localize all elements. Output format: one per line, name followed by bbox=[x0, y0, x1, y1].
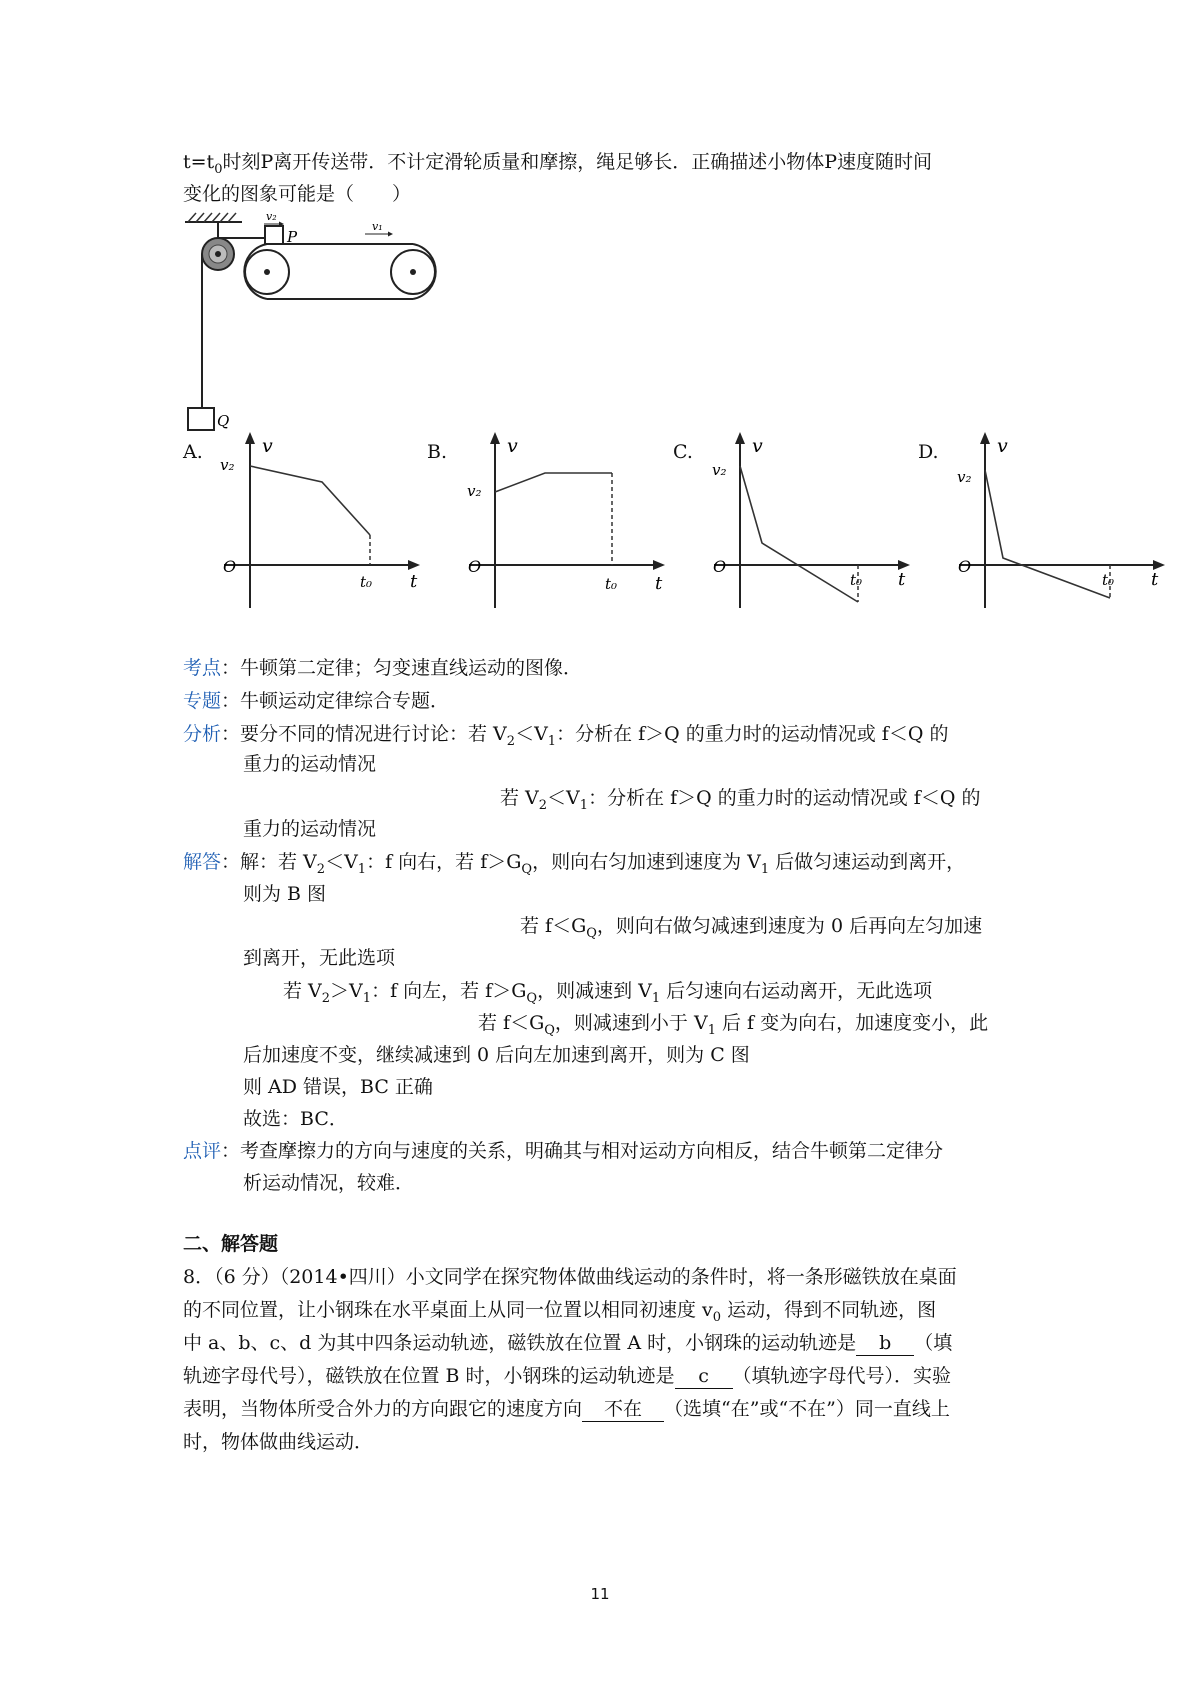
dianping-line-2: 析运动情况，较难． bbox=[243, 1172, 415, 1194]
fenxi-line-4: 重力的运动情况 bbox=[243, 818, 377, 840]
svg-text:P: P bbox=[287, 228, 298, 246]
jieda-line-9: 故选：BC． bbox=[243, 1108, 348, 1130]
svg-text:v₂: v₂ bbox=[957, 468, 972, 486]
option-label-d: D. bbox=[918, 441, 939, 463]
graph-a bbox=[210, 430, 425, 615]
fenxi-line-3: 若 $V_2<V_1$：分析在 f＞Q 的重力时的运动情况或 f＜Q 的 bbox=[500, 787, 981, 813]
svg-text:v₂: v₂ bbox=[712, 461, 727, 479]
q8-line-5: 表明，当物体所受合外力的方向跟它的速度方向 不在 （选填“在”或“不在”）同一直线上 bbox=[183, 1398, 950, 1420]
q8-line-1: 8．（6 分）（2014•四川）小文同学在探究物体做曲线运动的条件时，将一条形磁铁放在桌面 bbox=[183, 1266, 957, 1288]
jieda-line-6: 若 $f<G_Q$，则减速到小于 $V_1$ 后 f 变为向右，加速度变小，此 bbox=[478, 1012, 989, 1038]
svg-text:t₀: t₀ bbox=[605, 575, 618, 593]
jieda-line-1: 解答：解：若 $V_2<V_1$：f 向右，若 $f>G_Q$，则向右匀加速到速度为 $V_1$ 后做匀速运动到离开， bbox=[183, 851, 966, 877]
svg-text:v: v bbox=[997, 435, 1008, 457]
velocity-curve bbox=[250, 466, 370, 535]
svg-text:v₂: v₂ bbox=[467, 482, 482, 500]
zhuanti-label: 专题 bbox=[183, 690, 222, 712]
conveyor-pulley-figure bbox=[180, 210, 480, 435]
option-label-b: B. bbox=[427, 441, 448, 463]
svg-text:t: t bbox=[410, 571, 418, 592]
section-heading: 二、解答题 bbox=[183, 1233, 279, 1255]
svg-text:v: v bbox=[262, 435, 273, 457]
svg-text:t₀: t₀ bbox=[850, 571, 863, 589]
svg-text:t: t bbox=[1151, 569, 1159, 590]
q8-line-6: 时，物体做曲线运动． bbox=[183, 1431, 374, 1453]
block-p bbox=[265, 226, 283, 244]
svg-text:v: v bbox=[752, 435, 763, 457]
jieda-line-3: 若 $f<G_Q$，则向右做匀减速到速度为 0 后再向左匀加速 bbox=[520, 915, 983, 941]
jieda-line-4: 到离开，无此选项 bbox=[243, 947, 396, 969]
graph-b bbox=[455, 430, 670, 615]
kaodian-label: 考点 bbox=[183, 657, 222, 679]
velocity-curve bbox=[985, 470, 1110, 598]
svg-text:O: O bbox=[468, 557, 482, 576]
graph-c bbox=[700, 430, 915, 615]
svg-text:v₂: v₂ bbox=[266, 210, 277, 223]
svg-text:O: O bbox=[958, 557, 972, 576]
svg-text:t₀: t₀ bbox=[1102, 571, 1115, 589]
jieda-label: 解答 bbox=[183, 851, 222, 873]
page-number: 11 bbox=[590, 1585, 610, 1603]
block-q bbox=[188, 408, 214, 430]
jieda-line-8: 则 AD 错误，BC 正确 bbox=[243, 1076, 433, 1098]
kaodian-line: 考点：牛顿第二定律；匀变速直线运动的图像． bbox=[183, 657, 583, 679]
svg-text:Q: Q bbox=[217, 412, 230, 430]
svg-text:O: O bbox=[713, 557, 727, 576]
jieda-line-7: 后加速度不变，继续减速到 0 后向左加速到离开，则为 C 图 bbox=[243, 1044, 750, 1066]
answer-blank-3: 不在 bbox=[582, 1397, 664, 1422]
jieda-line-5: 若 $V_2>V_1$：f 向左，若 $f>G_Q$，则减速到 $V_1$ 后匀速向右运动离开，无此选项 bbox=[283, 980, 933, 1006]
velocity-curve bbox=[495, 473, 612, 492]
intro-line-1: $t=t_0$时刻P离开传送带．不计定滑轮质量和摩擦，绳足够长．正确描述小物体P速度随时间 bbox=[183, 151, 933, 177]
graph-d bbox=[945, 430, 1170, 615]
zhuanti-line: 专题：牛顿运动定律综合专题． bbox=[183, 690, 450, 712]
svg-text:O: O bbox=[223, 557, 237, 576]
answer-blank-1: b bbox=[856, 1331, 914, 1356]
fenxi-line-2: 重力的运动情况 bbox=[243, 753, 377, 775]
dianping-label: 点评 bbox=[183, 1140, 222, 1162]
svg-text:v₁: v₁ bbox=[372, 220, 383, 233]
svg-text:t: t bbox=[898, 569, 906, 590]
answer-blank-2: c bbox=[675, 1364, 733, 1389]
svg-text:v₂: v₂ bbox=[220, 456, 235, 474]
fenxi-label: 分析 bbox=[183, 723, 222, 745]
q8-line-4: 轨迹字母代号），磁铁放在位置 B 时，小钢珠的运动轨迹是 c （填轨迹字母代号）．实验 bbox=[183, 1365, 952, 1387]
jieda-line-2: 则为 B 图 bbox=[243, 883, 327, 905]
svg-text:t₀: t₀ bbox=[360, 573, 373, 591]
intro-line-2: 变化的图象可能是（ ） bbox=[183, 183, 412, 205]
q8-line-3: 中 a、b、c、d 为其中四条运动轨迹，磁铁放在位置 A 时，小钢珠的运动轨迹是 b （填 bbox=[183, 1332, 953, 1354]
q8-line-2: 的不同位置，让小钢珠在水平桌面上从同一位置以相同初速度 $v_0$ 运动，得到不同轨迹，图 bbox=[183, 1299, 937, 1325]
svg-text:v: v bbox=[507, 435, 518, 457]
svg-text:t: t bbox=[655, 573, 663, 594]
velocity-curve bbox=[740, 466, 858, 602]
option-label-c: C. bbox=[673, 441, 693, 463]
dianping-line-1: 点评：考查摩擦力的方向与速度的关系，明确其与相对运动方向相反，结合牛顿第二定律分 bbox=[183, 1140, 944, 1162]
fenxi-line-1: 分析：要分不同的情况进行讨论：若 $V_2<V_1$：分析在 f＞Q 的重力时的运动情况或 f＜Q 的 bbox=[183, 723, 949, 749]
option-label-a: A. bbox=[183, 441, 203, 463]
